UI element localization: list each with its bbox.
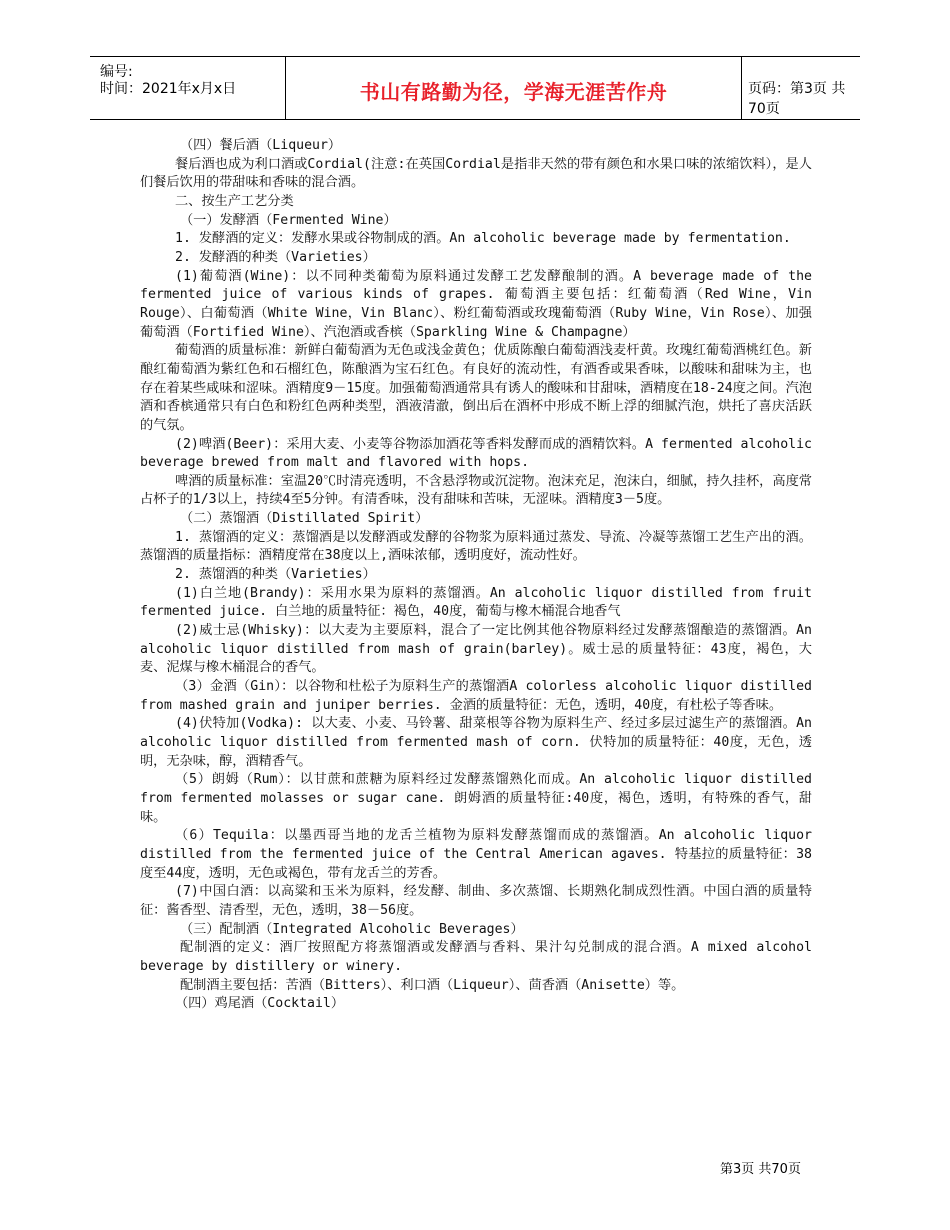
header-motto: 书山有路勤为径，学海无涯苦作舟 [359,80,668,104]
paragraph: 啤酒的质量标准：室温20℃时清亮透明，不含悬浮物或沉淀物。泡沫充足，泡沫白，细腻，持久挂杯，高度常占杯子的1/3以上，持续4至5分钟。有清香味，没有甜味和苦味，无涩味。酒精度3－5度。 [140,473,812,508]
paragraph: （四）鸡尾酒（Cocktail） [175,996,345,1012]
paragraph: 1. 蒸馏酒的定义：蒸馏酒是以发酵酒或发酵的谷物浆为原料通过蒸发、导流、冷凝等蒸馏工艺生产出的酒。蒸馏酒的质量指标：酒精度常在38度以上,酒味浓郁，透明度好，流动性好。 [140,529,812,564]
paragraph: 二、按生产工艺分类 [175,193,294,209]
paragraph: （3）金酒（Gin）：以谷物和杜松子为原料生产的蒸馏酒A colorless alcoholic liquor distilled from mashed grain and juniper berries. 金酒的质量特征：无色，透明，40度，有杜松子等香味。 [140,679,812,713]
paragraph: （四）餐后酒（Liqueur） [180,138,342,153]
paragraph: (2)威士忌(Whisky)：以大麦为主要原料，混合了一定比例其他谷物原料经过发酵蒸馏酿造的蒸馏酒。An alcoholic liquor distilled from mash of grain(barley)。威士忌的质量特征：43度，褐色，大麦、泥煤与橡木桶混合的香气。 [140,623,812,676]
paragraph: 1. 发酵酒的定义：发酵水果或谷物制成的酒。An alcoholic beverage made by fermentation. [175,231,791,247]
paragraph: （5）朗姆（Rum）：以甘蔗和蔗糖为原料经过发酵蒸馏熟化而成。An alcoholic liquor distilled from fermented molasses or sugar cane. 朗姆酒的质量特征:40度，褐色，透明，有特殊的香气，甜味。 [140,772,812,825]
document-body [140,137,812,1014]
header-page-cell [741,57,860,119]
paragraph: (1)葡萄酒(Wine)：以不同种类葡萄为原料通过发酵工艺发酵酿制的酒。A beverage made of the fermented juice of various kinds of grapes. 葡萄酒主要包括：红葡萄酒（Red Wine，Vin Rouge）、白葡萄酒（White Wine，Vin Blanc）、粉红葡萄酒或玫瑰葡萄酒（Ruby Wine，Vin Rose）、加强葡萄酒（Fortified Wine）、汽泡酒或香槟（Sparkling Wine & Champagne） [140,268,812,340]
header-info-cell [90,57,285,119]
paragraph: （二）蒸馏酒（Distillated Spirit） [180,511,429,527]
header-page-number: 页码：第3页 共70页 [748,81,846,117]
paragraph: （三）配制酒（Integrated Alcoholic Beverages） [180,921,524,937]
paragraph: 2. 蒸馏酒的种类（Varieties） [175,567,376,583]
code-label: 编号: [100,64,133,80]
page-header [90,56,860,120]
paragraph: （一）发酵酒（Fermented Wine） [180,212,397,228]
paragraph: (4)伏特加(Vodka): 以大麦、小麦、马铃薯、甜菜根等谷物为原料生产、经过多层过滤生产的蒸馏酒。An alcoholic liquor distilled from fermented mash of corn. 伏特加的质量特征：40度，无色，透明，无杂味，醇，酒精香气。 [140,716,812,769]
paragraph: (7)中国白酒：以高粱和玉米为原料，经发酵、制曲、多次蒸馏、长期熟化制成烈性酒。中国白酒的质量特征：酱香型、清香型，无色，透明，38－56度。 [140,884,812,918]
paragraph: (1)白兰地(Brandy)：采用水果为原料的蒸馏酒。An alcoholic liquor distilled from fruit fermented juice. 白兰地的质量特征：褐色，40度，葡萄与橡木桶混合地香气 [140,585,812,620]
paragraph: (2)啤酒(Beer)：采用大麦、小麦等谷物添加酒花等香料发酵而成的酒精饮料。A fermented alcoholic beverage brewed from malt and flavored with hops. [140,436,812,471]
paragraph: 葡萄酒的质量标准：新鲜白葡萄酒为无色或浅金黄色；优质陈酿白葡萄酒浅麦杆黄。玫瑰红葡萄酒桃红色。新酿红葡萄酒为紫红色和石榴红色，陈酿酒为宝石红色。有良好的流动性，有酒香或果香味，以酸味和甜味为主，也存在着某些咸味和涩味。酒精度9－15度。加强葡萄酒通常具有诱人的酸味和甘甜味，酒精度在18-24度之间。汽泡酒和香槟通常只有白色和粉红色两种类型，酒液清澈，倒出后在酒杯中形成不断上浮的细腻汽泡，烘托了喜庆活跃的气氛。 [140,343,812,433]
paragraph: 2. 发酵酒的种类（Varieties） [175,249,376,265]
paragraph: （6）Tequila：以墨西哥当地的龙舌兰植物为原料发酵蒸馏而成的蒸馏酒。An alcoholic liquor distilled from the fermented juice of the Central American agaves. 特基拉的质量特征：38度至44度，透明，无色或褐色，带有龙舌兰的芳香。 [140,828,812,881]
paragraph: 配制酒的定义：酒厂按照配方将蒸馏酒或发酵酒与香料、果汁勾兑制成的混合酒。A mixed alcohol beverage by distillery or winery. [140,940,812,974]
time-label: 时间：2021年x月x日 [100,81,237,97]
header-motto-cell [285,57,742,119]
paragraph: 配制酒主要包括：苦酒（Bitters）、利口酒（Liqueur）、茴香酒（Anisette）等。 [180,977,685,993]
footer-page-number: 第3页 共70页 [720,1162,801,1177]
paragraph: 餐后酒也成为利口酒或Cordial(注意:在英国Cordial是指非天然的带有颜色和水果口味的浓缩饮料），是人们餐后饮用的带甜味和香味的混合酒。 [140,156,812,191]
